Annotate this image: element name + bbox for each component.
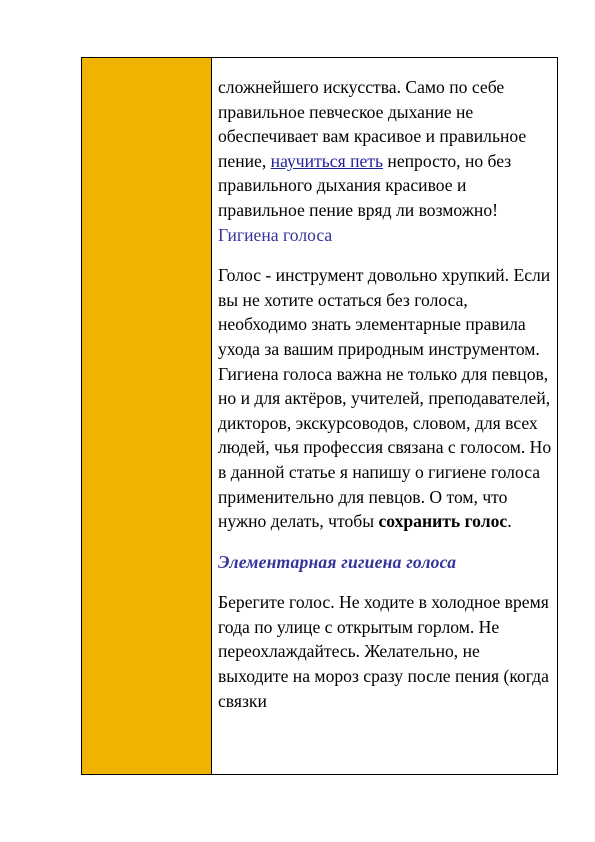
save-voice-bold: сохранить голос [378,511,508,532]
paragraph-voice-fragile-text-2: . [507,511,512,532]
elementary-hygiene-heading: Элементарная гигиена голоса [218,551,457,572]
learn-to-sing-link[interactable]: научиться петь [270,150,384,171]
paragraph-breathing-text-2: непросто, но без правильного дыхания красивое и правильное пение вряд ли возможно! [218,150,512,220]
page-frame [81,57,558,775]
paragraph-breathing-text-1: сложнейшего искусства. Само по себе правильное певческое дыхание не обеспечивает вам красивое и правильное пение, [218,77,527,171]
paragraph-voice-fragile-text-1: Голос - инструмент довольно хрупкий. Если вы не хотите остаться без голоса, необходимо знать элементарные правила ухода за вашим природным инструментом. Гигиена голоса важна не только для певцов, но и для актёров, учителей, преподавателей, дикторов, экскурсоводов, словом, для всех людей, чья профессия связана с голосом. Но в данной статье я напишу о гигиене голоса применительно для певцов. О том, что нужно делать, чтобы [218,265,552,532]
paragraph-protect-voice: Берегите голос. Не ходите в холодное время года по улице с открытым горлом. Не переохлаждайтесь. Желательно, не выходите на мороз сразу после пения (когда связки [218,592,549,711]
voice-hygiene-subheading: Гигиена голоса [218,224,333,245]
article-body [212,58,557,774]
paragraph-breathing [218,75,553,223]
sidebar-color-bar [82,58,212,774]
paragraph-voice-fragile [218,263,553,534]
